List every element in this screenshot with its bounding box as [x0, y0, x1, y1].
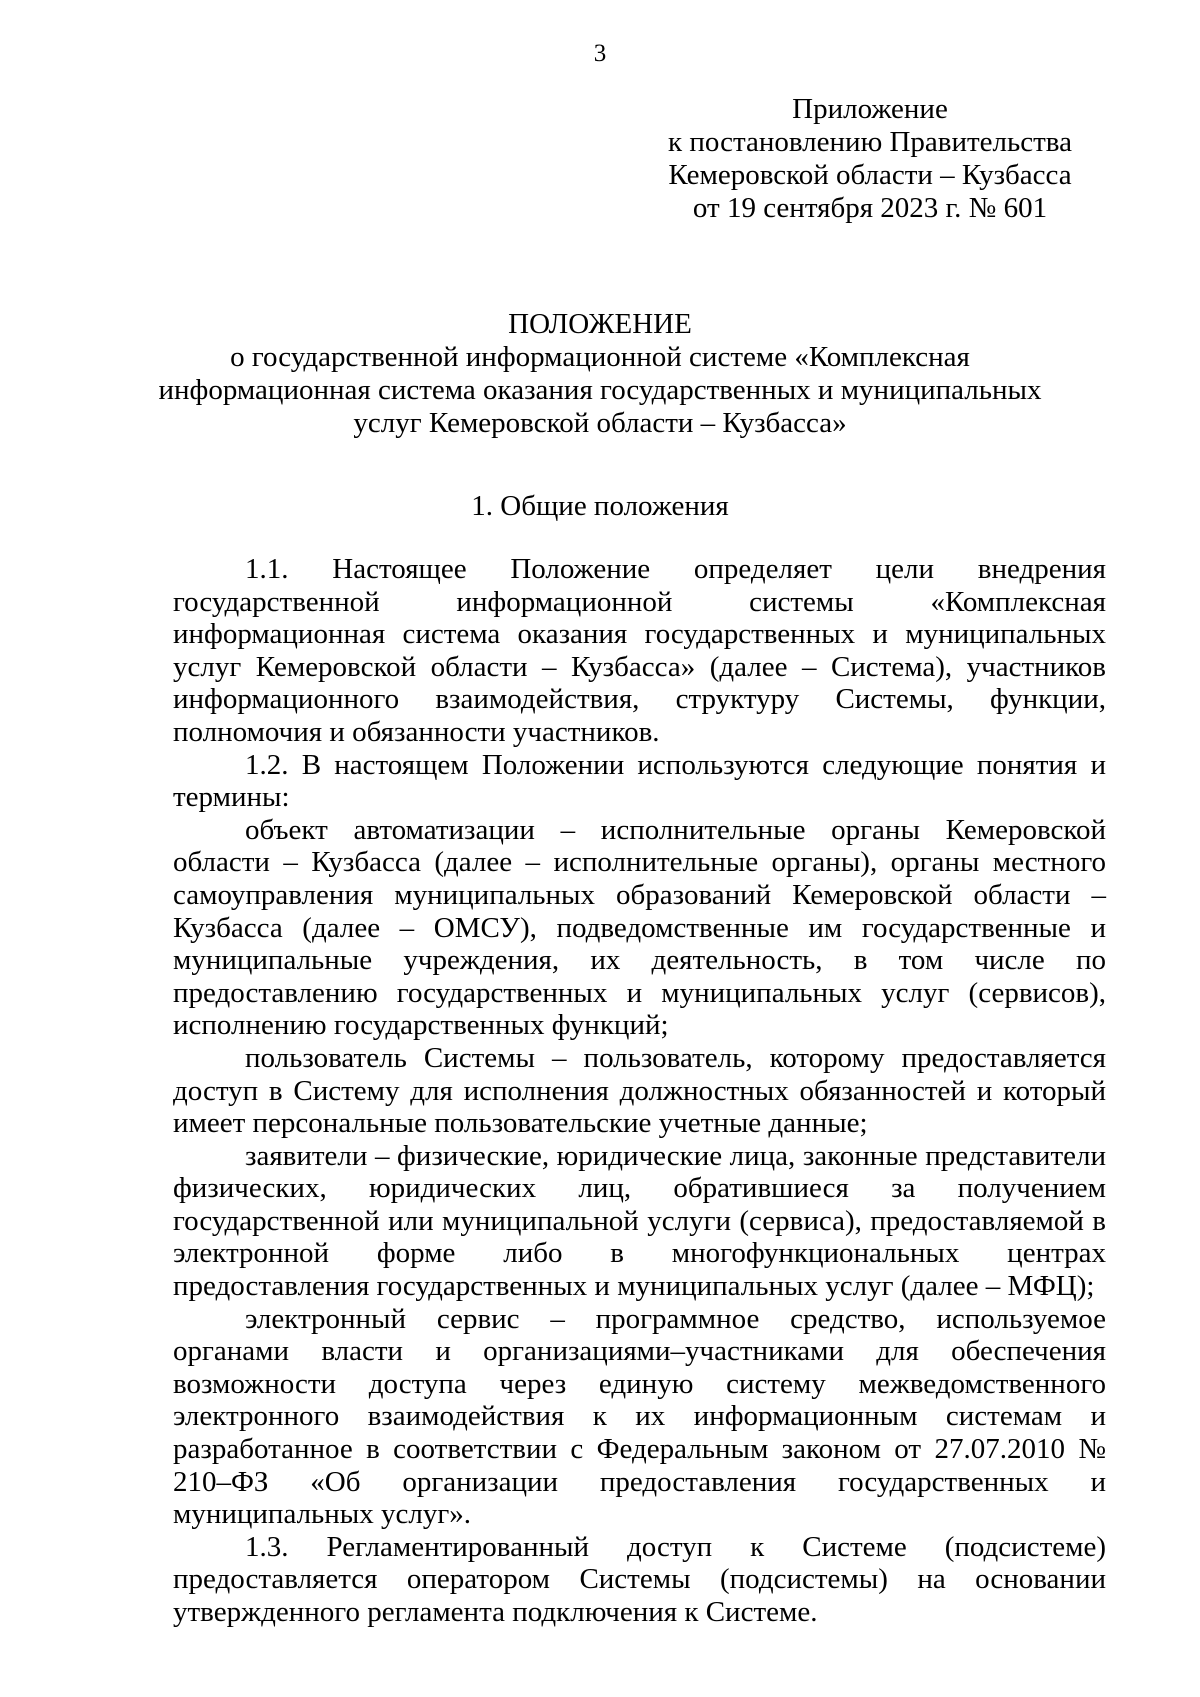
page-number: 3 [593, 40, 607, 67]
appendix-line: Приложение [792, 93, 948, 125]
definition-electronic-service: электронный сервис – программное средство, используемое органами власти и организациями–участниками для обеспечения возможности доступа через единую систему межведомственного электронного взаимодействия к их информационным системам и разработанное в соответствии с Федеральным законом от 27.07.2010 № 210–ФЗ «Об организации предоставления государственных и муниципальных услуг». [173, 1302, 1106, 1531]
definition-system-user: пользователь Системы – пользователь, которому предоставляется доступ в Систему для исполнения должностных обязанностей и который имеет персональные пользовательские учетные данные; [173, 1041, 1106, 1140]
appendix-line: Кемеровской области – Кузбасса [668, 159, 1072, 191]
paragraph-1-1: 1.1. Настоящее Положение определяет цели внедрения государственной информационной системы «Комплексная информационная система оказания государственных и муниципальных услуг Кемеровской области – Кузбасса» (далее – Система), участников информационного взаимодействия, структуру Системы, функции, полномочия и обязанности участников. [173, 553, 1106, 748]
paragraph-1-3: 1.3. Регламентированный доступ к Системе (подсистеме) предоставляется оператором Системы (подсистемы) на основании утвержденного регламента подключения к Системе. [173, 1530, 1106, 1628]
title-line: о государственной информационной системе «Комплексная [230, 341, 970, 373]
appendix-block [620, 93, 1120, 225]
document-title [150, 308, 1050, 440]
paragraph-1-2: 1.2. В настоящем Положении используются следующие понятия и термины: [173, 748, 1106, 814]
appendix-date-line: от 19 сентября 2023 г. № 601 [692, 192, 1048, 224]
body-text [173, 553, 1106, 1629]
title-line: услуг Кемеровской области – Кузбасса» [353, 407, 847, 439]
title-line: информационная система оказания государственных и муниципальных [158, 374, 1042, 406]
title-heading: ПОЛОЖЕНИЕ [508, 308, 692, 340]
definition-applicants: заявители – физические, юридические лица, законные представители физических, юридических лиц, обратившиеся за получением государственной или муниципальной услуги (сервиса), предоставляемой в электронной форме либо в многофункциональных центрах предоставления государственных и муниципальных услуг (далее – МФЦ); [173, 1139, 1106, 1303]
section-heading: 1. Общие положения [471, 490, 729, 522]
definition-automation-object: объект автоматизации – исполнительные органы Кемеровской области – Кузбасса (далее – исполнительные органы), органы местного самоуправления муниципальных образований Кемеровской области – Кузбасса (далее – ОМСУ), подведомственные им государственные и муниципальные учреждения, их деятельность, в том числе по предоставлению государственных и муниципальных услуг (сервисов), исполнению государственных функций; [173, 813, 1106, 1042]
appendix-line: к постановлению Правительства [668, 126, 1072, 158]
